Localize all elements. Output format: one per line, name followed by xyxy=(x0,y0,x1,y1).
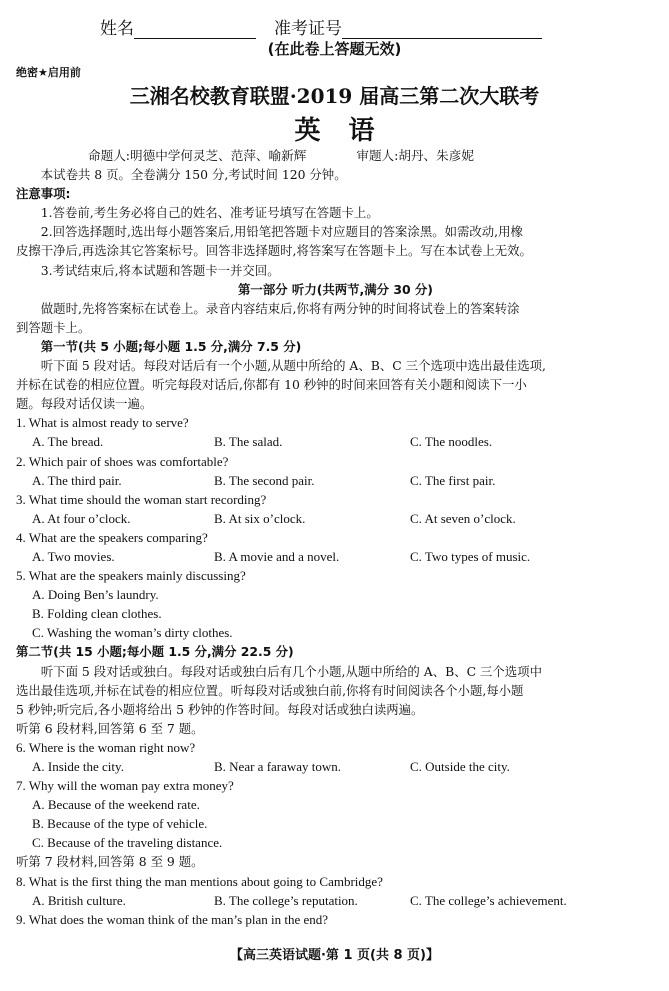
page-footer: 【高三英语试题·第 1 页(共 8 页)】 xyxy=(229,948,440,963)
subject-title: 英语 xyxy=(294,116,403,146)
note-1: 1.答卷前,考生务必将自己的姓名、准考证号填写在答题卡上。 xyxy=(40,205,379,221)
name-blank xyxy=(134,22,256,39)
option-c: C. The first pair. xyxy=(410,472,496,488)
section2-intro-line-3: 5 秒钟;听完后,各小题将给出 5 秒钟的作答时间。每段对话或独白读两遍。 xyxy=(16,701,424,717)
question-6-options xyxy=(16,757,655,776)
name-label: 姓名 xyxy=(100,19,134,39)
note-2-line-1: 2.回答选择题时,选出每小题答案后,用铅笔把答题卡对应题目的答案涂黑。如需改动,用橡 xyxy=(40,224,523,240)
option-a: A. Because of the weekend rate. xyxy=(32,797,200,813)
question-4-options xyxy=(16,547,655,566)
question-3-options xyxy=(16,509,655,528)
section1-intro-line-2: 并标在试卷的相应位置。听完每段对话后,你都有 10 秒钟的时间来回答有关小题和阅读下一小 xyxy=(16,377,527,393)
page-body xyxy=(16,146,655,929)
option-b: B. Folding clean clothes. xyxy=(32,606,162,622)
option-b: B. The college’s reputation. xyxy=(214,892,358,908)
notes-title: 注意事项: xyxy=(16,186,71,202)
invalid-answer-note: (在此卷上答题无效) xyxy=(267,40,402,58)
section1-intro-line-1: 听下面 5 段对话。每段对话后有一个小题,从题中所给的 A、B、C 三个选项中选出最佳选项, xyxy=(40,358,546,374)
paper-info: 本试卷共 8 页。全卷满分 150 分,考试时间 120 分钟。 xyxy=(40,167,347,183)
note-2-line-2: 皮擦干净后,再选涂其它答案标号。回答非选择题时,将答案写在答题卡上。写在本试卷上无效。 xyxy=(16,243,532,259)
option-a: A. British culture. xyxy=(32,892,126,908)
secret-label: 绝密★启用前 xyxy=(16,66,81,79)
option-a: A. At four o’clock. xyxy=(32,510,131,526)
question-7: 7. Why will the woman pay extra money? xyxy=(16,778,234,794)
question-8: 8. What is the first thing the man mentions about going to Cambridge? xyxy=(16,873,383,889)
material-6-instruction: 听第 6 段材料,回答第 6 至 7 题。 xyxy=(16,720,204,736)
part1-intro-line-2: 到答题卡上。 xyxy=(16,319,91,335)
section2-title: 第二节(共 15 小题;每小题 1.5 分,满分 22.5 分) xyxy=(16,644,294,660)
exam-number-label: 准考证号 xyxy=(274,19,342,39)
question-2: 2. Which pair of shoes was comfortable? xyxy=(16,453,229,469)
setters: 命题人:明德中学何灵芝、范萍、喻新辉 xyxy=(88,148,307,163)
option-c: C. Outside the city. xyxy=(410,759,510,774)
section1-title: 第一节(共 5 小题;每小题 1.5 分,满分 7.5 分) xyxy=(40,338,302,354)
option-c: C. The college’s achievement. xyxy=(410,892,567,908)
option-b: B. The salad. xyxy=(214,434,283,450)
question-4: 4. What are the speakers comparing? xyxy=(16,529,208,545)
question-1: 1. What is almost ready to serve? xyxy=(16,415,189,431)
option-a: A. The bread. xyxy=(32,434,104,450)
option-c: C. Two types of music. xyxy=(410,548,531,564)
option-a: A. Two movies. xyxy=(32,548,115,564)
part1-intro-line-1: 做题时,先将答案标在试卷上。录音内容结束后,你将有两分钟的时间将试卷上的答案转涂 xyxy=(40,300,520,316)
section1-intro-line-3: 题。每段对话仅读一遍。 xyxy=(16,396,153,412)
material-7-instruction: 听第 7 段材料,回答第 8 至 9 题。 xyxy=(16,854,204,870)
option-a: A. Inside the city. xyxy=(32,759,124,774)
question-1-options xyxy=(16,432,655,451)
option-c: C. The noodles. xyxy=(410,434,493,450)
option-b: B. Near a faraway town. xyxy=(214,759,342,774)
option-b: B. A movie and a novel. xyxy=(214,548,340,564)
exam-title: 三湘名校教育联盟·2019 届高三第二次大联考 xyxy=(129,84,540,108)
question-2-options xyxy=(16,471,655,490)
part1-title: 第一部分 听力(共两节,满分 30 分) xyxy=(238,281,433,297)
option-a: A. The third pair. xyxy=(32,472,122,488)
question-9: 9. What does the woman think of the man’s plan in the end? xyxy=(16,911,329,927)
question-6: 6. Where is the woman right now? xyxy=(16,739,196,755)
question-5: 5. What are the speakers mainly discussing? xyxy=(16,568,246,584)
option-c: C. Washing the woman’s dirty clothes. xyxy=(32,625,233,641)
section2-intro-line-1: 听下面 5 段对话或独白。每段对话或独白后有几个小题,从题中所给的 A、B、C 三个选项中 xyxy=(40,663,542,679)
option-a: A. Doing Ben’s laundry. xyxy=(32,587,159,603)
option-c: C. At seven o’clock. xyxy=(410,510,516,526)
reviewers: 审题人:胡丹、朱彦妮 xyxy=(356,148,474,163)
option-b: B. Because of the type of vehicle. xyxy=(32,816,208,832)
section2-intro-line-2: 选出最佳选项,并标在试卷的相应位置。听每段对话或独白前,你将有时间阅读各个小题,每小题 xyxy=(16,682,524,698)
option-b: B. At six o’clock. xyxy=(214,510,306,526)
option-c: C. Because of the traveling distance. xyxy=(32,835,223,851)
option-b: B. The second pair. xyxy=(214,472,315,488)
note-3: 3.考试结束后,将本试题和答题卡一并交回。 xyxy=(40,262,280,278)
question-8-options xyxy=(16,891,655,910)
exam-number-blank xyxy=(342,22,542,39)
candidate-info-row xyxy=(100,14,542,39)
question-3: 3. What time should the woman start recording? xyxy=(16,491,267,507)
authors-row xyxy=(16,146,655,165)
